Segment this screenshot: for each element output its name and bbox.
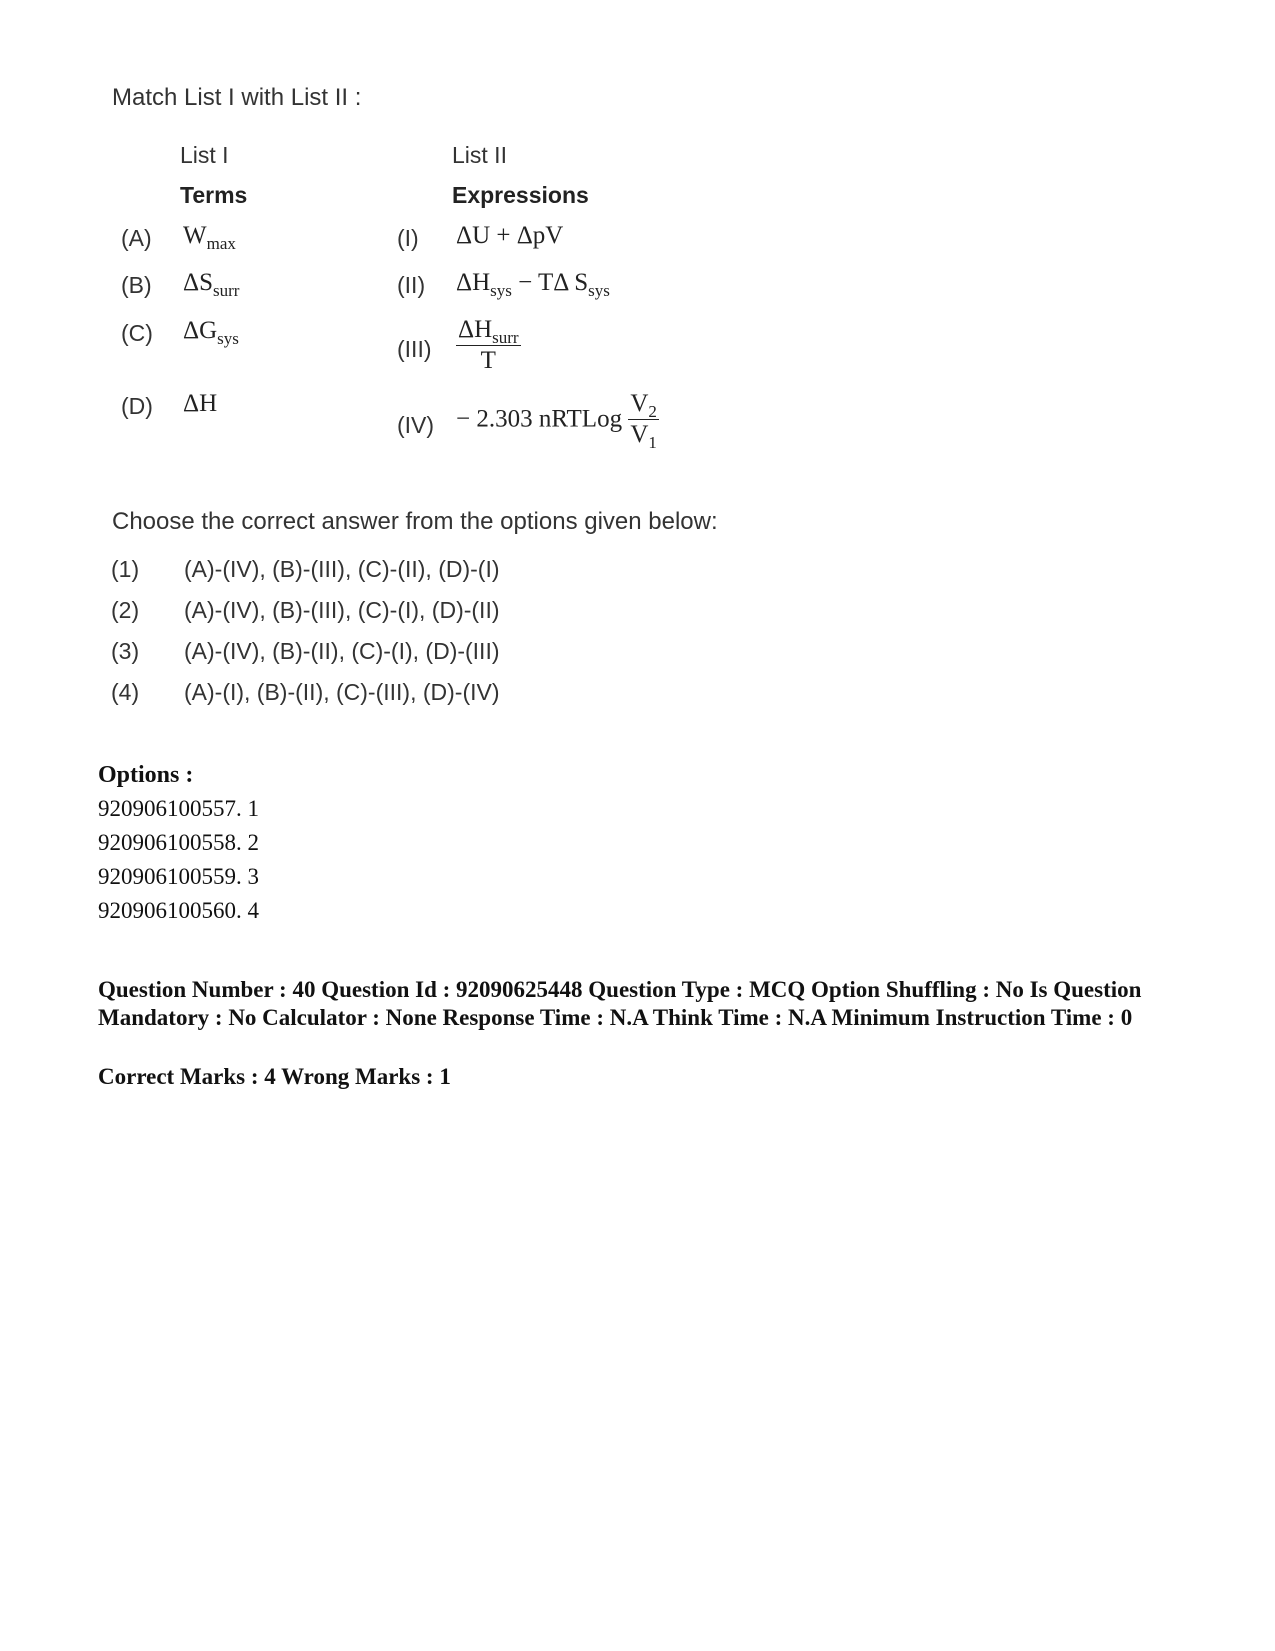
choose-instruction: Choose the correct answer from the options given below: [112,508,718,535]
list1-title: List I [180,142,229,168]
list1-label-a: (A) [121,225,152,251]
question-intro: Match List I with List II : [112,84,362,111]
list2-label-iv: (IV) [397,412,435,438]
list1-label-c: (C) [121,320,153,346]
option-item: 920906100560. 4 [98,898,259,923]
list2-label-i: (I) [397,225,419,251]
list2-title: List II [452,142,507,168]
marks-info: Correct Marks : 4 Wrong Marks : 1 [98,1064,451,1089]
term-delta-s-surr: $\Delta S_{surr}$ [183,269,240,300]
expr-work-isothermal: − 2.303 nRTLog $\frac{V_2}{V_1}$ [456,390,657,452]
list2-label-ii: (II) [397,272,426,298]
answer-number: (4) [111,679,140,705]
expr-dh-surr-over-t: $\frac{\Delta H_{surr}}{T}$ [458,316,519,374]
term-w-max: $W_{max}$ [183,222,236,253]
expr-du-dpv: ΔU + ΔpV [456,222,564,249]
list1-label-b: (B) [121,272,152,298]
answer-text: (A)-(IV), (B)-(III), (C)-(I), (D)-(II) [184,597,500,623]
term-delta-g-sys: $\Delta G_{sys}$ [183,317,239,348]
answer-text: (A)-(I), (B)-(II), (C)-(III), (D)-(IV) [184,679,500,705]
answer-number: (1) [111,556,140,582]
answer-number: (2) [111,597,140,623]
list2-subtitle: Expressions [452,182,589,208]
answer-text: (A)-(IV), (B)-(II), (C)-(I), (D)-(III) [184,638,500,664]
option-item: 920906100557. 1 [98,796,259,821]
list1-subtitle: Terms [180,182,248,208]
answer-number: (3) [111,638,140,664]
list1-label-d: (D) [121,393,153,419]
list2-label-iii: (III) [397,336,432,362]
answer-text: (A)-(IV), (B)-(III), (C)-(II), (D)-(I) [184,556,500,582]
expr-gibbs: $\Delta H_{sys} - T\Delta$ $S_{sys}$ [456,269,610,300]
term-delta-h: ΔH [183,390,218,417]
question-meta: Question Number : 40 Question Id : 92090625448 Question Type : MCQ Option Shuffling : No Is Question Mandatory : No Calculator : None Response Time : N.A Think Time : N.A Minimum Instruction Time : 0 [98,977,1142,1030]
option-item: 920906100559. 3 [98,864,259,889]
option-item: 920906100558. 2 [98,830,259,855]
options-heading: Options : [98,762,194,788]
